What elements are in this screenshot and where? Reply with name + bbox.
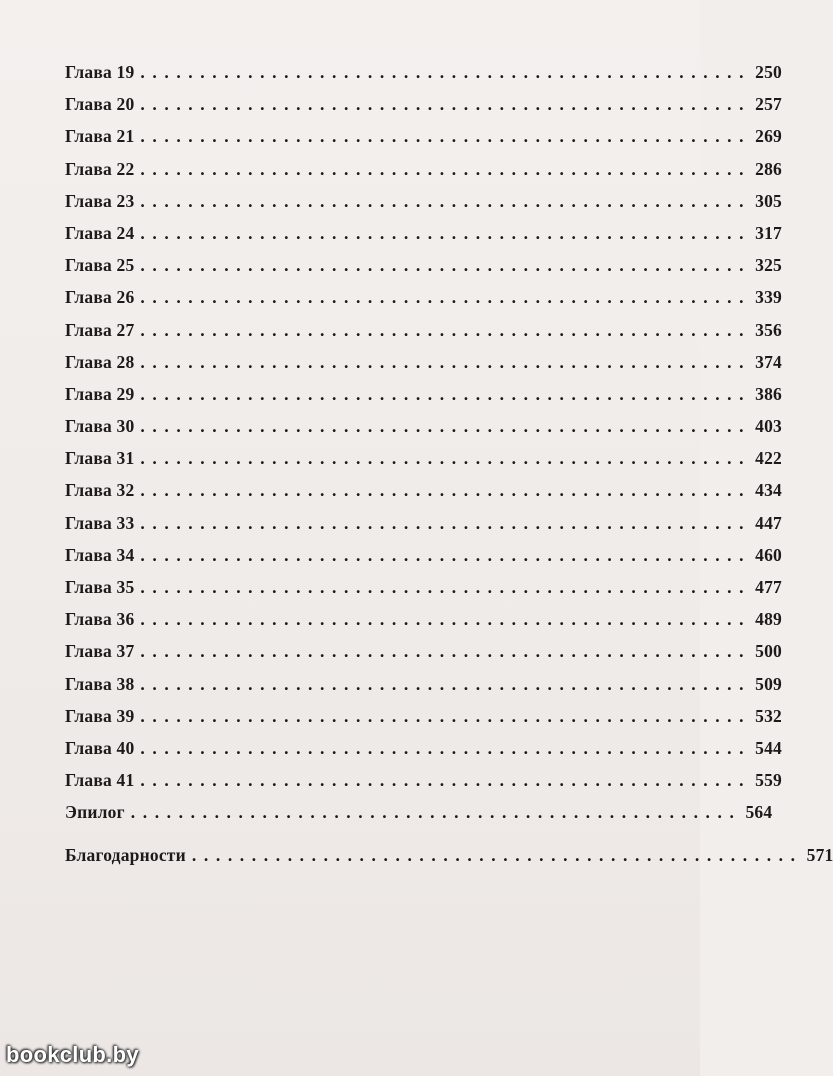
toc-entry-label: Глава 23 [65,190,135,211]
toc-entry-page-number: 339 [755,287,782,308]
toc-entry-page-number: 250 [755,62,782,82]
toc-entry-page-number: 532 [755,705,782,726]
toc-entry-label: Глава 21 [65,126,135,147]
toc-entry-page-number: 509 [755,673,782,694]
toc-entry-label: Глава 35 [65,577,135,597]
toc-entry-label: Эпилог [65,802,125,823]
toc-entry-page-number: 374 [755,351,782,372]
toc-leader-dots: ................................................... [140,351,752,372]
toc-entry-label: Глава 32 [65,480,135,501]
toc-leader-dots: ................................................... [140,705,752,726]
toc-leader-dots: ................................................... [140,383,752,404]
toc-entry [65,577,782,609]
toc-entry-page-number: 434 [755,480,782,501]
toc-entry-page-number: 325 [755,255,782,276]
toc-leader-dots: ................................................... [140,319,752,340]
table-of-contents [65,62,833,877]
toc-entry-page-number: 447 [755,512,782,533]
toc-leader-dots: ................................................... [140,126,752,147]
toc-leader-dots: ................................................... [140,737,752,758]
toc-leader-dots: ................................................... [140,62,752,82]
toc-leader-dots: ................................................... [140,577,752,597]
toc-entry [65,383,782,416]
toc-entry-page-number: 500 [755,641,782,662]
toc-entry-page-number: 269 [755,126,782,147]
toc-entry [65,737,782,770]
toc-entry-page-number: 403 [755,416,782,437]
toc-gap [65,835,668,845]
toc-leader-dots: ................................................... [140,158,752,179]
toc-entry-label: Глава 22 [65,158,135,179]
toc-entry [65,190,782,223]
toc-entry-page-number: 257 [755,94,782,115]
toc-entry-label: Глава 19 [65,62,135,82]
toc-leader-dots: ................................................... [140,609,752,630]
toc-leader-dots: ................................................... [140,544,752,565]
toc-entry-label: Глава 28 [65,351,135,372]
toc-entry [65,255,782,287]
toc-entry-label: Глава 26 [65,287,135,308]
toc-entry [65,287,782,319]
toc-entry [65,705,782,738]
toc-entry-page-number: 386 [755,383,782,404]
toc-leader-dots: ................................................... [140,480,752,501]
toc-entry-label: Глава 34 [65,544,135,565]
toc-leader-dots: ................................................... [140,255,752,276]
toc-entry [65,351,782,384]
toc-entry-label: Глава 30 [65,416,135,437]
toc-entry-label: Глава 36 [65,609,135,630]
toc-entry-page-number: 422 [755,448,782,469]
toc-entry-page-number: 460 [755,544,782,565]
toc-entry-label: Глава 33 [65,512,135,533]
toc-entry-label: Глава 39 [65,705,135,726]
toc-leader-dots: ................................................... [140,641,752,662]
toc-entry-label: Глава 20 [65,94,135,115]
toc-leader-dots: ................................................... [140,512,752,533]
toc-entry-label: Глава 38 [65,673,135,694]
toc-entry [65,416,782,448]
toc-leader-dots: ................................................... [140,94,752,115]
toc-entry [65,448,782,480]
toc-entry [65,844,833,877]
toc-entry-label: Глава 41 [65,770,135,791]
toc-entry [65,641,782,673]
toc-entry [65,770,782,802]
toc-entry [65,673,782,706]
toc-entry-label: Глава 40 [65,737,135,758]
toc-entry [65,126,782,158]
toc-entry-label: Глава 24 [65,222,135,243]
toc-leader-dots: ................................................... [140,770,752,791]
toc-entry [65,512,782,545]
toc-entry [65,158,782,191]
toc-entry [65,544,782,577]
toc-leader-dots: ................................................... [191,844,803,865]
toc-entry [65,222,782,255]
toc-entry-page-number: 571 [806,844,833,865]
toc-entry-page-number: 356 [755,319,782,340]
watermark-logo: bookclub.by [6,1042,139,1067]
toc-entry [65,609,782,641]
toc-entry-label: Глава 27 [65,319,135,340]
toc-entry-page-number: 564 [745,802,773,823]
toc-leader-dots: ................................................... [140,416,752,437]
toc-entry-page-number: 317 [755,222,782,243]
toc-entry [65,802,773,834]
toc-entry-page-number: 489 [755,609,782,630]
toc-entry-page-number: 544 [755,737,782,758]
toc-entry-label: Глава 29 [65,383,135,404]
toc-leader-dots: ................................................... [140,287,752,308]
toc-entry [65,62,782,94]
toc-leader-dots: ................................................... [130,802,742,823]
toc-entry-label: Глава 25 [65,255,135,276]
toc-entry [65,480,782,512]
toc-leader-dots: ................................................... [140,448,752,469]
toc-entry-page-number: 477 [755,577,782,597]
toc-leader-dots: ................................................... [140,222,752,243]
toc-entry-label: Благодарности [65,844,186,865]
toc-entry [65,319,782,352]
toc-entry [65,94,782,126]
toc-entry-page-number: 286 [755,158,782,179]
toc-entry-page-number: 305 [755,190,782,211]
toc-leader-dots: ................................................... [140,190,752,211]
toc-entry-label: Глава 31 [65,448,135,469]
toc-leader-dots: ................................................... [140,673,752,694]
toc-entry-page-number: 559 [755,770,782,791]
toc-entry-label: Глава 37 [65,641,135,662]
